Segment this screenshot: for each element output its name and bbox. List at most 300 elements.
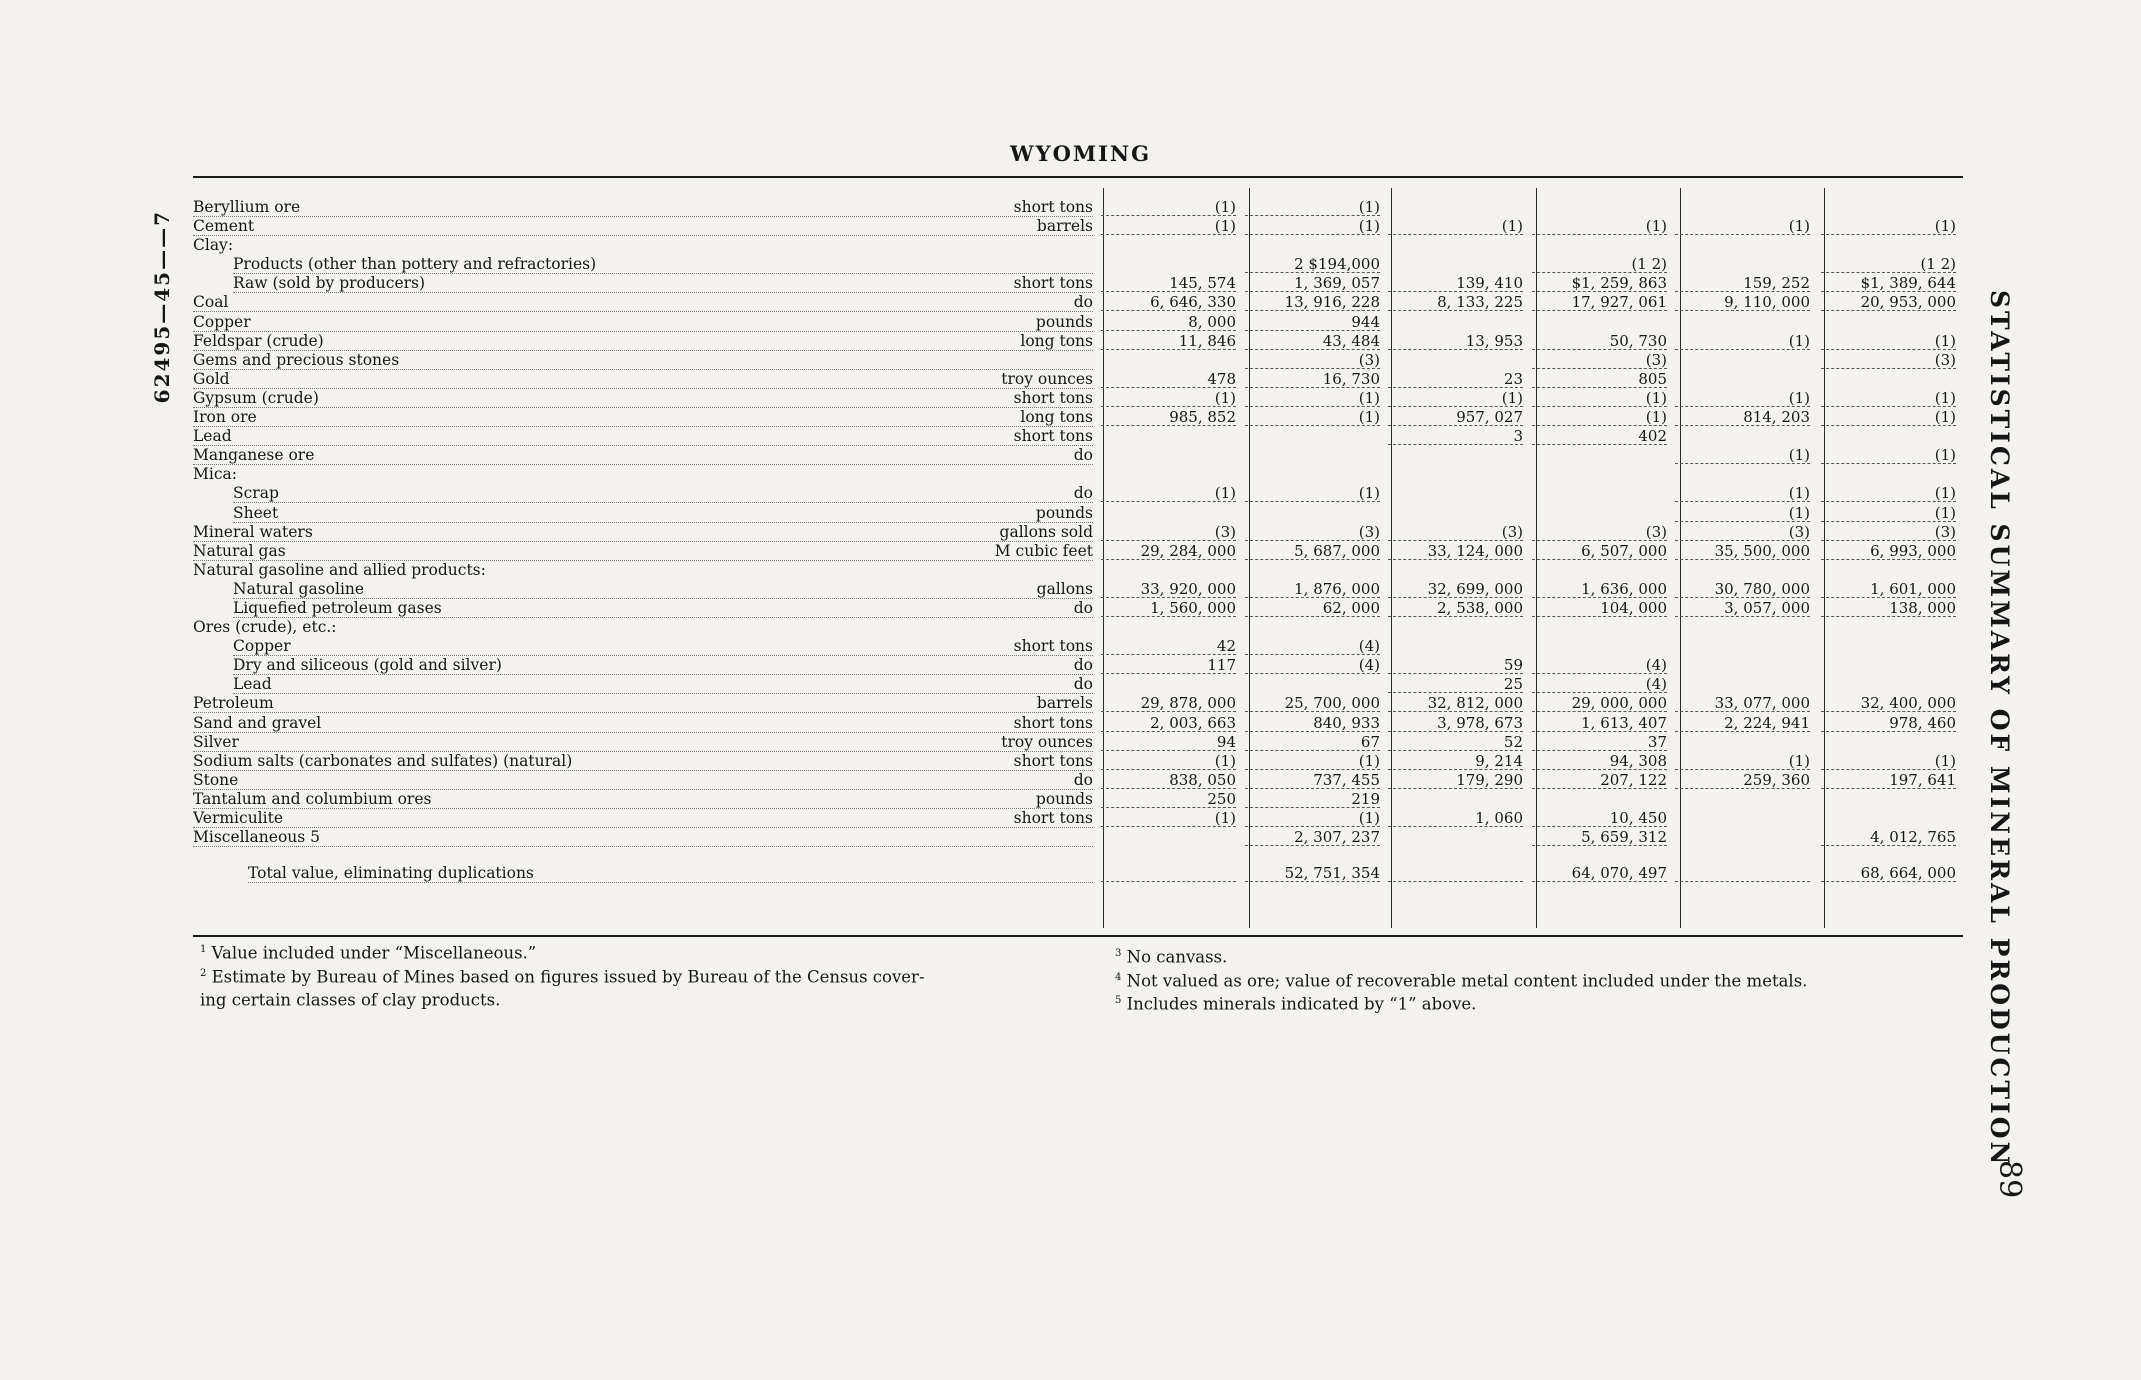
- table-row: [193, 656, 1963, 675]
- table-cell: [1245, 504, 1380, 522]
- footnotes-left: [200, 940, 925, 1011]
- footnote: [200, 940, 925, 964]
- table-row: [193, 332, 1963, 351]
- table-cell: 2, 224, 941: [1675, 714, 1810, 732]
- table-cell: [1388, 790, 1523, 808]
- table-cell: 1, 601, 000: [1821, 580, 1956, 598]
- row-label: [193, 618, 1093, 637]
- row-label: [193, 198, 1093, 217]
- table-cell: [1101, 675, 1236, 693]
- table-cell: [1101, 446, 1236, 464]
- table-cell: [1245, 427, 1380, 445]
- unit-label: long tons: [1020, 331, 1093, 350]
- table-cell: 5, 687, 000: [1245, 542, 1380, 560]
- table-cell: [1675, 828, 1810, 846]
- unit-label: do: [1073, 293, 1093, 312]
- table-cell: 59: [1388, 656, 1523, 674]
- table-cell: (1): [1388, 217, 1523, 235]
- table-cell: [1821, 236, 1956, 254]
- table-row: [193, 618, 1963, 637]
- table-cell: 50, 730: [1532, 332, 1667, 350]
- table-row: [193, 599, 1963, 618]
- table-cell: 29, 878, 000: [1101, 694, 1236, 712]
- table-cell: (1): [1101, 389, 1236, 407]
- table-cell: (1): [1245, 809, 1380, 827]
- table-cell: [1388, 236, 1523, 254]
- table-cell: 2, 538, 000: [1388, 599, 1523, 617]
- mineral-name: Mineral waters: [193, 522, 313, 541]
- unit-label: long tons: [1020, 408, 1093, 427]
- unit-label: short tons: [1013, 427, 1093, 446]
- table-cell: 957, 027: [1388, 408, 1523, 426]
- unit-label: do: [1073, 770, 1093, 789]
- bottom-rule: [193, 935, 1963, 937]
- table-cell: 985, 852: [1101, 408, 1236, 426]
- table-cell: [1532, 637, 1667, 655]
- table-cell: (1): [1245, 389, 1380, 407]
- table-cell: 33, 077, 000: [1675, 694, 1810, 712]
- table-row: [193, 561, 1963, 580]
- table-cell: (1): [1821, 217, 1956, 235]
- unit-label: do: [1073, 446, 1093, 465]
- table-cell: (1 2): [1532, 255, 1667, 273]
- table-cell: 10, 450: [1532, 809, 1667, 827]
- table-cell: [1245, 675, 1380, 693]
- mineral-name: Vermiculite: [193, 809, 283, 827]
- table-cell: (1): [1675, 332, 1810, 350]
- table-cell: 6, 507, 000: [1532, 542, 1667, 560]
- table-cell: [1388, 637, 1523, 655]
- table-cell: [1821, 465, 1956, 483]
- unit-label: pounds: [1035, 789, 1093, 808]
- table-cell: 5, 659, 312: [1532, 828, 1667, 846]
- table-cell: 219: [1245, 790, 1380, 808]
- table-cell: 25: [1388, 675, 1523, 693]
- table-cell: 250: [1101, 790, 1236, 808]
- row-label: [193, 694, 1093, 713]
- mineral-name: Dry and siliceous (gold and silver): [233, 656, 502, 675]
- unit-label: barrels: [1036, 217, 1093, 236]
- table-cell: 814, 203: [1675, 408, 1810, 426]
- table-cell: 2, 307, 237: [1245, 828, 1380, 846]
- table-cell: 402: [1532, 427, 1667, 445]
- unit-label: short tons: [1013, 198, 1093, 216]
- footnote: [1115, 944, 1807, 968]
- table-cell: (1): [1532, 389, 1667, 407]
- table-cell: 8, 000: [1101, 313, 1236, 331]
- table-cell: (1): [1532, 217, 1667, 235]
- table-cell: 13, 953: [1388, 332, 1523, 350]
- table-cell: [1388, 313, 1523, 331]
- page-title: WYOMING: [1010, 141, 1152, 166]
- page-number: 89: [1992, 1160, 2027, 1199]
- footnote-text: Estimate by Bureau of Mines based on figures issued by Bureau of the Census cover-: [211, 967, 925, 986]
- table-cell: $1, 259, 863: [1532, 274, 1667, 292]
- table-cell: 35, 500, 000: [1675, 542, 1810, 560]
- top-rule: [193, 176, 1963, 178]
- table-cell: (1): [1821, 484, 1956, 502]
- row-label: [233, 504, 1093, 523]
- mineral-name: Scrap: [233, 484, 279, 503]
- table-cell: [1821, 313, 1956, 331]
- table-cell: [1101, 351, 1236, 369]
- table-cell: [1245, 618, 1380, 636]
- table-row: [193, 790, 1963, 809]
- table-cell: 64, 070, 497: [1532, 864, 1667, 882]
- table-cell: [1388, 255, 1523, 273]
- table-row: [193, 580, 1963, 599]
- table-cell: 2 $194,000: [1245, 255, 1380, 273]
- table-cell: (1): [1821, 504, 1956, 522]
- footnotes-right: [1115, 944, 1807, 1015]
- mineral-name: Total value, eliminating duplications: [248, 864, 534, 883]
- row-label: [233, 255, 1093, 274]
- table-cell: [1388, 864, 1523, 882]
- table-cell: 33, 124, 000: [1388, 542, 1523, 560]
- mineral-name: Copper: [233, 637, 291, 656]
- table-cell: 67: [1245, 733, 1380, 751]
- table-row: [193, 408, 1963, 427]
- table-cell: [1675, 733, 1810, 751]
- table-row: [193, 542, 1963, 561]
- mineral-name: Gypsum (crude): [193, 388, 319, 407]
- row-label: [193, 217, 1093, 236]
- table-cell: [1388, 484, 1523, 502]
- table-cell: 978, 460: [1821, 714, 1956, 732]
- row-label: [193, 733, 1093, 752]
- mineral-name: Tantalum and columbium ores: [193, 789, 432, 808]
- table-row: [193, 217, 1963, 236]
- table-cell: 43, 484: [1245, 332, 1380, 350]
- table-cell: [1675, 198, 1810, 216]
- table-cell: 6, 646, 330: [1101, 293, 1236, 311]
- footnote-mark: 2: [200, 967, 207, 979]
- row-label: [233, 656, 1093, 675]
- table-cell: [1532, 236, 1667, 254]
- table-cell: $1, 389, 644: [1821, 274, 1956, 292]
- table-cell: [1675, 809, 1810, 827]
- table-row: [193, 427, 1963, 446]
- table-cell: [1388, 504, 1523, 522]
- table-cell: [1388, 446, 1523, 464]
- table-cell: [1675, 864, 1810, 882]
- mineral-name: Beryllium ore: [193, 198, 301, 216]
- table-cell: 1, 560, 000: [1101, 599, 1236, 617]
- table-cell: 94, 308: [1532, 752, 1667, 770]
- table-cell: 9, 110, 000: [1675, 293, 1810, 311]
- table-cell: 52: [1388, 733, 1523, 751]
- table-cell: (3): [1245, 523, 1380, 541]
- mineral-name: Lead: [233, 675, 272, 694]
- table-cell: 3, 057, 000: [1675, 599, 1810, 617]
- table-row: [193, 714, 1963, 733]
- table-cell: 94: [1101, 733, 1236, 751]
- table-cell: (1): [1532, 408, 1667, 426]
- table-row: [193, 370, 1963, 389]
- table-cell: [1245, 446, 1380, 464]
- table-cell: (3): [1101, 523, 1236, 541]
- table-row: [193, 484, 1963, 503]
- table-row: [193, 274, 1963, 293]
- unit-label: pounds: [1035, 312, 1093, 331]
- mineral-name: Silver: [193, 732, 239, 751]
- table-row: [193, 694, 1963, 713]
- table-cell: (3): [1388, 523, 1523, 541]
- table-cell: (1): [1245, 408, 1380, 426]
- table-cell: (1): [1101, 809, 1236, 827]
- unit-label: do: [1073, 675, 1093, 694]
- table-cell: 159, 252: [1675, 274, 1810, 292]
- table-cell: 145, 574: [1101, 274, 1236, 292]
- mineral-production-table: [193, 198, 1963, 883]
- table-cell: [1532, 446, 1667, 464]
- table-cell: 1, 613, 407: [1532, 714, 1667, 732]
- table-cell: 30, 780, 000: [1675, 580, 1810, 598]
- table-cell: [1821, 370, 1956, 388]
- table-cell: [1675, 637, 1810, 655]
- mineral-name: Feldspar (crude): [193, 331, 324, 350]
- row-label: [233, 580, 1093, 599]
- row-label: [193, 809, 1093, 828]
- table-cell: (1): [1245, 198, 1380, 216]
- table-cell: 1, 876, 000: [1245, 580, 1380, 598]
- table-cell: (3): [1245, 351, 1380, 369]
- table-cell: [1532, 198, 1667, 216]
- table-cell: [1675, 255, 1810, 273]
- unit-label: short tons: [1013, 713, 1093, 732]
- mineral-name: Cement: [193, 217, 255, 236]
- table-cell: [1101, 504, 1236, 522]
- table-cell: 117: [1101, 656, 1236, 674]
- table-cell: [1532, 313, 1667, 331]
- table-cell: [1245, 236, 1380, 254]
- table-cell: 478: [1101, 370, 1236, 388]
- mineral-name: Coal: [193, 293, 229, 312]
- table-cell: 3, 978, 673: [1388, 714, 1523, 732]
- table-cell: 737, 455: [1245, 771, 1380, 789]
- mineral-name: Sodium salts (carbonates and sulfates) (natural): [193, 751, 573, 770]
- mineral-name: Petroleum: [193, 694, 274, 713]
- mineral-name: Raw (sold by producers): [233, 274, 426, 293]
- table-cell: [1675, 313, 1810, 331]
- table-cell: 20, 953, 000: [1821, 293, 1956, 311]
- table-cell: [1821, 637, 1956, 655]
- side-code: 62495—45——7: [150, 210, 174, 404]
- table-cell: 1, 636, 000: [1532, 580, 1667, 598]
- unit-label: gallons: [1036, 579, 1093, 598]
- row-label: [193, 771, 1093, 790]
- table-cell: [1821, 809, 1956, 827]
- table-cell: [1101, 427, 1236, 445]
- table-cell: (1): [1675, 504, 1810, 522]
- table-cell: 11, 846: [1101, 332, 1236, 350]
- unit-label: short tons: [1013, 388, 1093, 407]
- table-cell: [1675, 236, 1810, 254]
- row-label: [193, 332, 1093, 351]
- row-label: [193, 408, 1093, 427]
- row-label: [193, 465, 1093, 484]
- table-cell: [1388, 561, 1523, 579]
- table-cell: [1101, 561, 1236, 579]
- table-cell: (1): [1821, 389, 1956, 407]
- mineral-name: Stone: [193, 770, 239, 789]
- table-cell: [1821, 790, 1956, 808]
- unit-label: short tons: [1013, 637, 1093, 656]
- table-cell: [1675, 465, 1810, 483]
- table-row: [193, 504, 1963, 523]
- unit-label: short tons: [1013, 751, 1093, 770]
- mineral-name: Sand and gravel: [193, 713, 322, 732]
- row-label: [193, 752, 1093, 771]
- row-label: [233, 274, 1093, 293]
- table-cell: 32, 812, 000: [1388, 694, 1523, 712]
- table-row: [193, 255, 1963, 274]
- table-cell: [1675, 427, 1810, 445]
- row-label: [193, 313, 1093, 332]
- unit-label: do: [1073, 656, 1093, 675]
- table-cell: 838, 050: [1101, 771, 1236, 789]
- table-cell: [1245, 561, 1380, 579]
- footnote-mark: 1: [200, 944, 207, 955]
- unit-label: pounds: [1035, 503, 1093, 522]
- table-cell: (1): [1675, 217, 1810, 235]
- table-cell: 16, 730: [1245, 370, 1380, 388]
- row-label: [233, 484, 1093, 503]
- table-row: [193, 198, 1963, 217]
- table-cell: 805: [1532, 370, 1667, 388]
- table-row: [193, 637, 1963, 656]
- table-cell: (3): [1532, 351, 1667, 369]
- row-label: [193, 828, 1093, 847]
- unit-label: short tons: [1013, 274, 1093, 293]
- table-cell: 9, 214: [1388, 752, 1523, 770]
- table-cell: 207, 122: [1532, 771, 1667, 789]
- table-cell: [1821, 733, 1956, 751]
- table-row: [193, 293, 1963, 312]
- table-cell: 13, 916, 228: [1245, 293, 1380, 311]
- table-cell: (1): [1821, 332, 1956, 350]
- footnote-text: ing certain classes of clay products.: [200, 990, 501, 1010]
- table-cell: 6, 993, 000: [1821, 542, 1956, 560]
- table-cell: 32, 400, 000: [1821, 694, 1956, 712]
- table-cell: (1): [1245, 752, 1380, 770]
- table-cell: [1532, 465, 1667, 483]
- table-cell: [1101, 864, 1236, 882]
- table-cell: (4): [1532, 675, 1667, 693]
- table-cell: [1675, 656, 1810, 674]
- footnote-text: Value included under “Miscellaneous.”: [211, 943, 537, 963]
- table-cell: (4): [1245, 656, 1380, 674]
- table-row: [193, 446, 1963, 465]
- mineral-name: Gold: [193, 369, 230, 388]
- unit-label: do: [1073, 598, 1093, 617]
- table-row: [193, 828, 1963, 847]
- table-cell: (4): [1245, 637, 1380, 655]
- table-cell: (1): [1821, 752, 1956, 770]
- mineral-name: Natural gasoline and allied products:: [193, 560, 486, 579]
- footnote: [200, 964, 925, 988]
- table-cell: [1101, 828, 1236, 846]
- unit-label: do: [1073, 484, 1093, 503]
- table-row: [193, 236, 1963, 255]
- table-cell: 17, 927, 061: [1532, 293, 1667, 311]
- table-cell: (1): [1101, 217, 1236, 235]
- table-cell: 139, 410: [1388, 274, 1523, 292]
- table-row: [193, 733, 1963, 752]
- row-label: [193, 790, 1093, 809]
- table-cell: [1101, 618, 1236, 636]
- mineral-name: Lead: [193, 427, 232, 446]
- table-row: [193, 313, 1963, 332]
- table-cell: [1532, 504, 1667, 522]
- mineral-name: Sheet: [233, 503, 279, 522]
- table-cell: 29, 000, 000: [1532, 694, 1667, 712]
- table-cell: [1675, 618, 1810, 636]
- table-cell: (1): [1245, 484, 1380, 502]
- table-cell: [1532, 618, 1667, 636]
- footnote-mark: 3: [1115, 948, 1122, 959]
- row-label: [193, 523, 1093, 542]
- side-title: STATISTICAL SUMMARY OF MINERAL PRODUCTION: [1985, 290, 2014, 1168]
- mineral-name: Natural gas: [193, 541, 286, 560]
- table-cell: 42: [1101, 637, 1236, 655]
- unit-label: short tons: [1013, 809, 1093, 827]
- table-cell: 32, 699, 000: [1388, 580, 1523, 598]
- table-cell: 4, 012, 765: [1821, 828, 1956, 846]
- mineral-name: Miscellaneous 5: [193, 828, 321, 847]
- table-cell: [1245, 465, 1380, 483]
- table-cell: (1): [1101, 752, 1236, 770]
- unit-label: M cubic feet: [994, 541, 1093, 560]
- row-label: [193, 446, 1093, 465]
- unit-label: troy ounces: [1001, 732, 1093, 751]
- footnote-text: No canvass.: [1126, 947, 1228, 967]
- table-cell: 29, 284, 000: [1101, 542, 1236, 560]
- table-row: [193, 809, 1963, 828]
- mineral-name: Mica:: [193, 465, 237, 484]
- table-row: [193, 771, 1963, 790]
- table-cell: (1): [1101, 198, 1236, 216]
- footnote: [1115, 991, 1807, 1015]
- row-label: [193, 542, 1093, 561]
- table-cell: [1532, 561, 1667, 579]
- table-cell: 840, 933: [1245, 714, 1380, 732]
- footnote: [1115, 968, 1807, 992]
- table-cell: 179, 290: [1388, 771, 1523, 789]
- table-cell: (1): [1675, 446, 1810, 464]
- table-cell: [1821, 675, 1956, 693]
- table-row: [193, 351, 1963, 370]
- footnote-mark: 5: [1115, 995, 1122, 1006]
- table-cell: (4): [1532, 656, 1667, 674]
- table-cell: 37: [1532, 733, 1667, 751]
- table-cell: (3): [1821, 351, 1956, 369]
- row-label: [193, 370, 1093, 389]
- table-cell: [1675, 790, 1810, 808]
- table-cell: [1821, 618, 1956, 636]
- table-cell: [1675, 370, 1810, 388]
- table-cell: (1 2): [1821, 255, 1956, 273]
- table-cell: (1): [1675, 484, 1810, 502]
- table-row: [193, 675, 1963, 694]
- row-label: [248, 864, 1093, 883]
- row-label: [193, 561, 1093, 580]
- mineral-name: Manganese ore: [193, 446, 315, 465]
- table-cell: [1532, 790, 1667, 808]
- table-cell: 62, 000: [1245, 599, 1380, 617]
- table-cell: 25, 700, 000: [1245, 694, 1380, 712]
- row-label: [193, 714, 1093, 733]
